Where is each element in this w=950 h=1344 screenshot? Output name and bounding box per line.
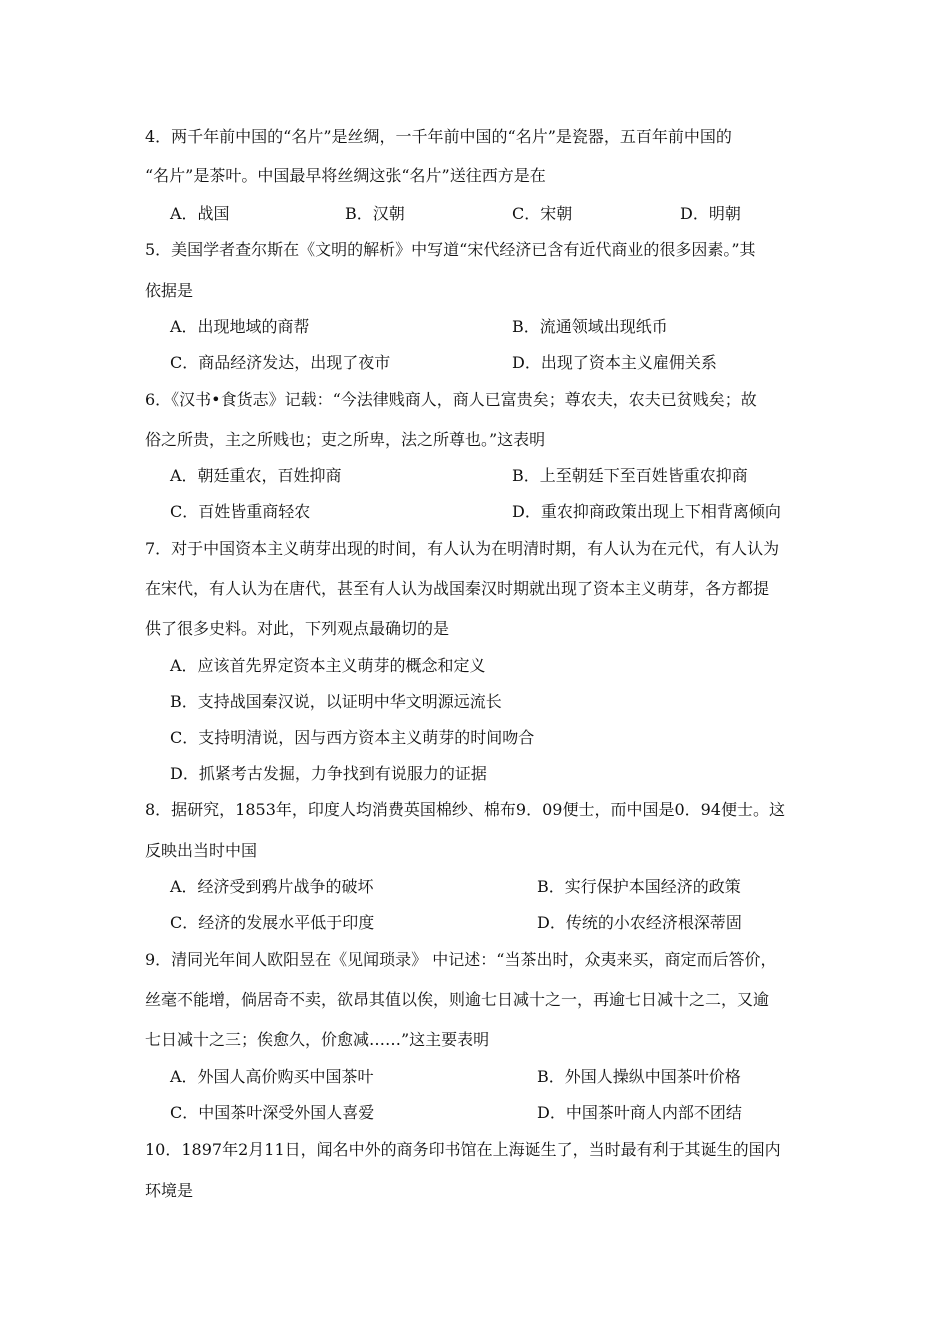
question-8-option-b: B．实行保护本国经济的政策 (537, 877, 741, 896)
question-9-option-b: B．外国人操纵中国茶叶价格 (537, 1067, 741, 1086)
question-4-option-d: D．明朝 (680, 204, 741, 223)
question-6-option-b: B．上至朝廷下至百姓皆重农抑商 (512, 466, 748, 485)
question-7-line-3: 供了很多史料。对此，下列观点最确切的是 (145, 619, 450, 638)
question-7-option-b: B．支持战国秦汉说，以证明中华文明源远流长 (170, 692, 502, 711)
question-4-line-2: “名片”是茶叶。中国最早将丝绸这张“名片”送往西方是在 (145, 166, 546, 185)
question-7-line-1: 7．对于中国资本主义萌芽出现的时间，有人认为在明清时期，有人认为在元代，有人认为 (145, 539, 780, 558)
question-6-option-a: A．朝廷重农，百姓抑商 (170, 466, 342, 485)
question-6-line-2: 俗之所贵，主之所贱也；吏之所卑，法之所尊也。”这表明 (145, 430, 546, 449)
question-5-option-b: B．流通领域出现纸币 (512, 317, 668, 336)
question-9-line-1: 9．清同光年间人欧阳昱在《见闻琐录》 中记述：“当茶出时，众夷来买，商定而后答价， (145, 950, 777, 969)
question-4-option-a: A．战国 (170, 204, 230, 223)
question-8-option-d: D．传统的小农经济根深蒂固 (537, 913, 742, 932)
question-8-option-c: C．经济的发展水平低于印度 (170, 913, 375, 932)
question-7-option-d: D．抓紧考古发掘，力争找到有说服力的证据 (170, 764, 487, 783)
question-7-option-a: A．应该首先界定资本主义萌芽的概念和定义 (170, 656, 486, 675)
question-4-line-1: 4．两千年前中国的“名片”是丝绸，一千年前中国的“名片”是瓷器，五百年前中国的 (145, 127, 732, 146)
question-7-line-2: 在宋代，有人认为在唐代，甚至有人认为战国秦汉时期就出现了资本主义萌芽，各方都提 (145, 579, 770, 598)
question-5-line-1: 5．美国学者查尔斯在《文明的解析》中写道“宋代经济已含有近代商业的很多因素。”其 (145, 240, 756, 259)
question-6-line-1: 6．《汉书•食货志》记载：“今法律贱商人，商人已富贵矣；尊农夫，农夫已贫贱矣；故 (145, 390, 757, 409)
question-7-option-c: C．支持明清说，因与西方资本主义萌芽的时间吻合 (170, 728, 535, 747)
question-5-option-a: A．出现地域的商帮 (170, 317, 310, 336)
question-8-line-1: 8．据研究，1853年，印度人均消费英国棉纱、棉布9．09便士，而中国是0．94便士。这 (145, 800, 785, 819)
question-6-option-c: C．百姓皆重商轻农 (170, 502, 311, 521)
question-10-line-2: 环境是 (145, 1181, 194, 1200)
question-5-option-c: C．商品经济发达，出现了夜市 (170, 353, 391, 372)
question-5-line-2: 依据是 (145, 281, 194, 300)
question-8-option-a: A．经济受到鸦片战争的破坏 (170, 877, 374, 896)
question-9-option-d: D．中国茶叶商人内部不团结 (537, 1103, 742, 1122)
question-4-option-c: C．宋朝 (512, 204, 573, 223)
question-5-option-d: D．出现了资本主义雇佣关系 (512, 353, 717, 372)
question-9-option-c: C．中国茶叶深受外国人喜爱 (170, 1103, 375, 1122)
question-9-line-2: 丝毫不能增，倘居奇不卖，欲昂其值以俟，则逾七日减十之一，再逾七日减十之二，又逾 (145, 990, 770, 1009)
question-10-line-1: 10．1897年2月11日，闻名中外的商务印书馆在上海诞生了，当时最有利于其诞生的国内 (145, 1140, 781, 1159)
question-9-line-3: 七日减十之三；俟愈久，价愈减……”这主要表明 (145, 1030, 490, 1049)
question-8-line-2: 反映出当时中国 (145, 841, 258, 860)
question-4-option-b: B．汉朝 (345, 204, 405, 223)
question-6-option-d: D．重农抑商政策出现上下相背离倾向 (512, 502, 781, 521)
question-9-option-a: A．外国人高价购买中国茶叶 (170, 1067, 374, 1086)
